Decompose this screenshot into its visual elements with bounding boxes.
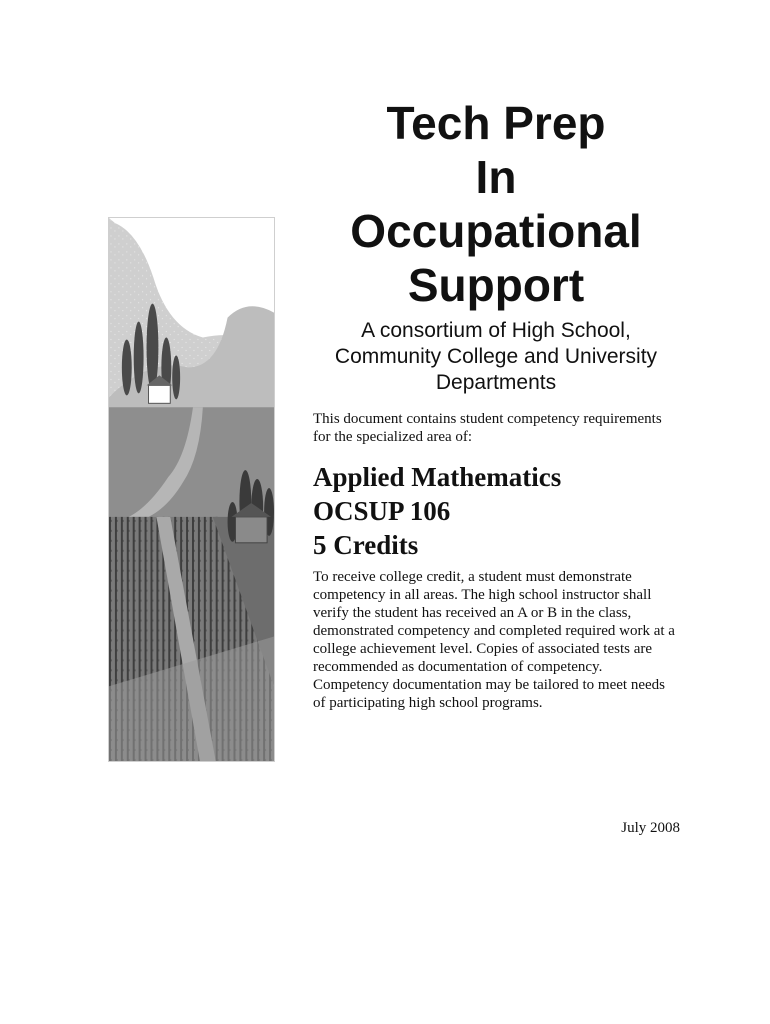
title-line: Tech Prep	[386, 97, 606, 149]
body-line: verify the student has received an A or B in the class,	[313, 605, 632, 621]
subtitle-line: Departments	[435, 371, 557, 394]
body-line: demonstrated competency and completed required work at a	[313, 623, 675, 639]
intro-line: This document contains student competency requirements	[313, 411, 662, 427]
title-line: Occupational	[350, 205, 642, 257]
intro-paragraph	[313, 410, 713, 446]
intro-line: for the specialized area of:	[313, 429, 473, 445]
title-line: Support	[407, 259, 585, 311]
body-line: college achievement level. Copies of associated tests are	[313, 641, 653, 657]
body-line: Competency documentation may be tailored to meet needs	[313, 677, 665, 693]
body-line: recommended as documentation of competency.	[313, 659, 603, 675]
course-info	[313, 460, 693, 562]
document-title	[300, 96, 692, 312]
subtitle-line: A consortium of High School,	[361, 319, 631, 342]
body-line: competency in all areas. The high school instructor shall	[313, 587, 652, 603]
document-date: July 2008	[621, 820, 680, 836]
body-line: of participating high school programs.	[313, 695, 543, 711]
vineyard-landscape-image	[109, 218, 274, 761]
title-line: In	[475, 151, 517, 203]
consortium-subtitle	[296, 318, 696, 396]
course-name: Applied Mathematics	[313, 462, 562, 492]
subtitle-line: Community College and University	[334, 345, 658, 368]
course-credits: 5 Credits	[313, 530, 419, 560]
body-line: To receive college credit, a student must demonstrate	[313, 569, 632, 585]
course-code: OCSUP 106	[313, 496, 451, 526]
requirements-paragraph	[313, 568, 685, 712]
landscape-illustration	[108, 217, 275, 762]
